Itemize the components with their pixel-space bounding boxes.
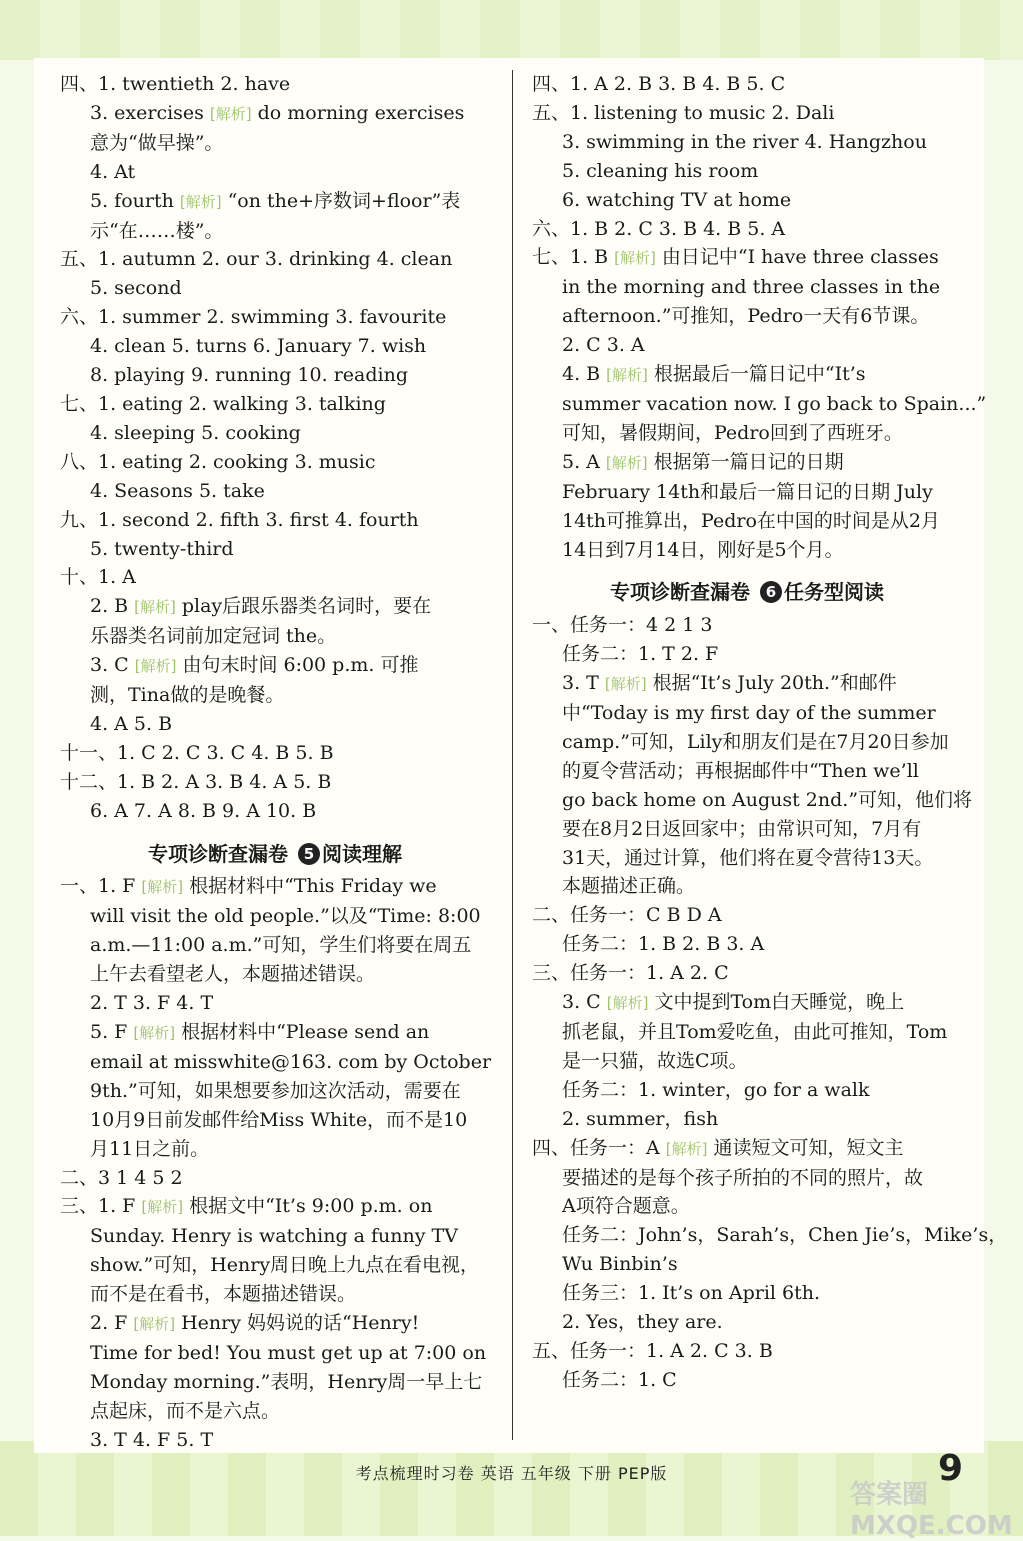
answer-text: 6. A 7. A 8. B 9. A 10. B [90,799,317,822]
answer-line [532,507,962,536]
answer-line [60,710,490,739]
analysis-tag: [解析] [133,1315,176,1334]
answer-text: 5. second [90,277,182,300]
answer-text: Time for bed! You must get up at 7:00 on [90,1341,487,1364]
answer-text: 五、1. listening to music 2. Dali [532,101,835,124]
answer-text: 点起床，而不是六点。 [90,1399,281,1422]
answer-line [532,786,973,815]
answer-line [60,274,490,303]
answer-text: 上午去看望老人，本题描述错误。 [90,963,376,986]
number-badge: 5 [298,843,320,865]
answer-explanation: 文中提到Tom白天睡觉，晚上 [654,991,905,1014]
watermark-logo: 答案圈 MXQE.COM [850,1480,1013,1541]
answer-text: 2. F [90,1312,128,1335]
answer-line [532,70,962,99]
answer-text: 3. T [562,672,599,695]
answer-line [60,563,490,592]
answer-text: 六、1. summer 2. swimming 3. favourite [60,306,447,329]
answer-line [532,273,962,302]
answer-text: show.”可知，Henry周日晚上九点在看电视， [90,1254,480,1277]
answer-line [532,844,962,873]
answer-line [532,1221,1008,1250]
answer-explanation: Henry 妈妈说的话“Henry! [181,1312,420,1335]
answer-explanation: do morning exercises [257,101,465,124]
answer-line [532,419,962,448]
answer-text: 中“Today is my first day of the summer [562,702,936,725]
analysis-tag: [解析] [604,675,647,694]
answer-text: 14日到7月14日，刚好是5个月。 [562,538,844,561]
answer-text: 4. At [90,160,136,183]
answer-explanation: 根据最后一篇日记中“It’s [653,363,866,386]
answer-line [532,640,962,669]
answer-line [532,901,962,930]
answer-line [60,651,490,681]
answer-line [532,959,962,988]
answer-text: 八、1. eating 2. cooking 3. music [60,450,376,473]
answer-text: 乐器类名词前加定冠词 the。 [90,625,337,648]
answer-text: Wu Binbin’s [562,1253,678,1276]
answer-text: 意为“做早操”。 [90,131,224,154]
answer-text: 2. summer，fish [562,1107,719,1130]
answer-text: 抓老鼠，并且Tom爱吃鱼，由此可推知，Tom [562,1021,948,1043]
answer-text: 四、1. A 2. B 3. B 4. B 5. C [532,73,786,95]
answer-line [532,988,962,1018]
answer-line [60,681,490,710]
answer-text: will visit the old people.”以及“Time: 8:00 [90,905,481,928]
answer-line [532,360,962,390]
column-divider [512,70,513,1440]
answer-line [60,1164,490,1193]
answer-text: 9th.”可知，如果想要参加这次活动，需要在 [90,1079,461,1102]
answer-line [60,419,490,448]
answer-explanation: play后跟乐器类名词时，要在 [181,595,432,618]
answer-text: 10月9日前发邮件给Miss White，而不是10 [90,1108,468,1131]
answer-text: 4. A 5. B [90,712,173,735]
analysis-tag: [解析] [141,878,184,897]
left-column [60,70,490,1455]
answer-line [60,1192,490,1222]
analysis-tag: [解析] [141,1198,184,1217]
answer-line [60,1106,490,1135]
footer-title: 考点梳理时习卷 英语 五年级 下册 PEP版 [355,1464,668,1483]
section-heading-5: 专项诊断查漏卷 5 阅读理解 [148,841,402,866]
right-column [532,70,1008,1395]
answer-line [60,989,490,1018]
answer-line [532,669,962,699]
answer-line [60,217,490,246]
answer-text: 3. C [562,991,601,1014]
answer-explanation: 根据材料中“This Friday we [189,875,437,898]
answer-line [60,187,490,217]
answer-line [60,1426,490,1455]
answer-text: 2. B [90,595,129,618]
answer-line [60,477,490,506]
answer-line [60,960,490,989]
answer-line [60,1222,490,1251]
analysis-tag: [解析] [133,1024,176,1042]
answer-line [532,1279,962,1308]
answer-line [60,592,490,622]
answer-text: 任务二：1. B 2. B 3. A [562,933,765,956]
answer-text: 4. sleeping 5. cooking [90,421,301,444]
answer-text: 3. T 4. F 5. T [90,1428,214,1451]
answer-explanation: “on the+序数词+floor”表 [227,189,461,212]
answer-line [532,1018,962,1047]
analysis-tag: [解析] [606,366,648,385]
answer-line [60,1251,490,1280]
answer-text: 而不是在看书，本题描述错误。 [90,1283,357,1306]
answer-text: 三、1. F [60,1195,136,1218]
answer-line [60,1368,490,1397]
answer-text: 六、1. B 2. C 3. B 4. B 5. A [532,217,786,240]
answer-line [532,331,962,360]
answer-explanation: 根据第一篇日记的日期 [653,450,844,473]
answer-line [60,303,490,332]
answer-explanation: 根据文中“It’s 9:00 p.m. on [189,1195,433,1218]
answer-line [532,1105,962,1134]
answer-text: in the morning and three classes in the [562,276,941,299]
number-badge: 6 [760,581,782,603]
answer-line [60,1135,490,1164]
answer-line [532,478,962,507]
answer-line [60,1397,490,1426]
answer-line [60,1309,490,1339]
answer-text: 任务二：John’s，Sarah’s，Chen Jie’s，Mike’s， [562,1224,1008,1247]
answer-text: 5. A [562,450,600,473]
answer-text: go back home on August 2nd.”可知，他们将 [562,788,973,811]
answer-text: 是一只猫，故选C项。 [562,1049,748,1072]
answer-line [60,99,490,129]
answer-text: 5. twenty-third [90,537,234,560]
answer-line [60,245,490,274]
answer-line [60,902,490,931]
analysis-tag: [解析] [209,104,252,123]
answer-line [532,815,962,844]
answer-text: 月11日之前。 [90,1137,210,1160]
answer-line [532,930,962,959]
answer-line [532,157,962,186]
answer-line [60,1339,490,1368]
answer-explanation: 根据“It’s July 20th.”和邮件 [652,672,897,695]
answer-line [532,448,962,478]
answer-line [60,129,490,158]
answer-line [60,1280,490,1309]
analysis-tag: [解析] [606,994,649,1013]
answer-text: 31天，通过计算，他们将在夏令营待13天。 [562,846,934,869]
answer-line [532,128,962,157]
answer-line [60,1077,490,1106]
answer-text: 4. Seasons 5. take [90,479,265,502]
answer-text: 2. C 3. A [562,334,645,357]
answer-text: summer vacation now. I go back to Spain...” [562,392,987,415]
answer-line [532,390,987,419]
answer-text: 5. cleaning his room [562,159,759,182]
answer-line [60,506,490,535]
answer-line [532,872,962,901]
answer-line [532,536,962,565]
answer-line [532,1047,962,1076]
answer-text: 任务三：1. It’s on April 6th. [562,1282,821,1305]
top-decoration [0,0,1023,60]
answer-line [532,1134,962,1164]
answer-line [532,99,962,128]
answer-text: 任务二：1. T 2. F [562,643,719,666]
answer-text: 一、1. F [60,875,136,898]
answer-line [532,1337,962,1366]
answer-text: 可知，暑假期间，Pedro回到了西班牙。 [562,421,903,444]
answer-text: 测，Tina做的是晚餐。 [90,684,285,707]
answer-line [532,611,962,640]
answer-text: Monday morning.”表明，Henry周一早上七 [90,1370,483,1393]
answer-text: 三、任务一：1. A 2. C [532,962,729,985]
analysis-tag: [解析] [179,192,222,211]
answer-line [60,332,490,361]
answer-text: camp.”可知，Lily和朋友们是在7月20日参加 [562,730,949,753]
answer-text: 七、1. eating 2. walking 3. talking [60,392,386,415]
answer-line [60,70,490,99]
answer-text: Sunday. Henry is watching a funny TV [90,1225,458,1248]
answer-line [60,931,490,960]
answer-line [532,757,962,786]
answer-text: 五、1. autumn 2. our 3. drinking 4. clean [60,248,453,271]
answer-text: 5. F [90,1021,128,1043]
answer-text: 十、1. A [60,566,136,589]
answer-text: 5. fourth [90,189,174,212]
answer-line [532,186,962,215]
answer-line [532,302,962,331]
analysis-tag: [解析] [605,453,648,472]
answer-text: 8. playing 9. running 10. reading [90,364,409,387]
answer-line [60,361,490,390]
answer-text: 任务二：1. C [562,1368,677,1391]
answer-text: 2. Yes，they are. [562,1311,723,1334]
answer-text: 任务二：1. winter，go for a walk [562,1078,870,1101]
analysis-tag: [解析] [665,1139,708,1158]
answer-text: 6. watching TV at home [562,188,792,211]
page-number: 9 [938,1448,964,1489]
answer-line [532,1192,962,1221]
answer-text: 3. C [90,654,129,677]
answer-line [60,1018,490,1048]
answer-line [532,1164,962,1193]
answer-explanation: 由日记中“I have three classes [661,246,939,269]
answer-text: email at misswhite@163. com by October [90,1050,492,1073]
answer-line [60,768,490,797]
section-heading-6: 专项诊断查漏卷 6 任务型阅读 [610,580,884,605]
answer-text: 七、1. B [532,246,609,269]
answer-line [532,1076,962,1105]
answer-text: 3. exercises [90,101,204,124]
answer-line [532,243,962,273]
answer-line [60,622,490,651]
answer-line [60,390,490,419]
answer-text: 要在8月2日返回家中；由常识可知，7月有 [562,817,922,840]
answer-text: 4. B [562,363,601,386]
answer-text: 示“在……楼”。 [90,219,224,242]
answer-text: 14th可推算出，Pedro在中国的时间是从2月 [562,509,940,532]
answer-text: afternoon.”可推知，Pedro一天有6节课。 [562,305,930,328]
answer-line [60,797,490,826]
answer-explanation: 通读短文可知，短文主 [713,1136,904,1159]
answer-text: 的夏令营活动；再根据邮件中“Then we’ll [562,759,919,782]
analysis-tag: [解析] [134,657,177,676]
answer-explanation: 由句末时间 6:00 p.m. 可推 [182,654,419,677]
answer-text: 十二、1. B 2. A 3. B 4. A 5. B [60,770,332,793]
answer-text: a.m.—11:00 a.m.”可知，学生们将要在周五 [90,934,472,957]
answer-text: 二、3 1 4 5 2 [60,1166,183,1189]
answer-line [60,535,490,564]
answer-explanation: 根据材料中“Please send an [181,1021,430,1043]
answer-line [532,215,962,244]
answer-line [60,158,490,187]
answer-text: 本题描述正确。 [562,875,696,898]
answer-text: 四、任务一：A [532,1136,660,1159]
answer-text: 2. T 3. F 4. T [90,992,214,1015]
answer-text: A项符合题意。 [562,1195,690,1218]
answer-line [532,699,962,728]
answer-text: 3. swimming in the river 4. Hangzhou [562,130,927,153]
answer-line [532,1366,962,1395]
answer-line [532,1250,962,1279]
answer-text: February 14th和最后一篇日记的日期 July [562,480,933,503]
answer-line [532,728,962,757]
answer-line [60,448,490,477]
answer-line [60,1048,490,1077]
answer-text: 要描述的是每个孩子所拍的不同的照片，故 [562,1166,924,1189]
answer-text: 4. clean 5. turns 6. January 7. wish [90,335,427,358]
analysis-tag: [解析] [614,249,656,268]
answer-text: 五、任务一：1. A 2. C 3. B [532,1339,773,1362]
answer-text: 九、1. second 2. fifth 3. first 4. fourth [60,508,419,531]
answer-line [532,1308,962,1337]
analysis-tag: [解析] [134,598,176,617]
answer-line [60,739,490,768]
answer-text: 四、1. twentieth 2. have [60,73,291,95]
answer-text: 一、任务一：4 2 1 3 [532,614,713,637]
answer-text: 二、任务一：C B D A [532,904,722,927]
answer-text: 十一、1. C 2. C 3. C 4. B 5. B [60,741,334,764]
answer-line [60,872,490,902]
